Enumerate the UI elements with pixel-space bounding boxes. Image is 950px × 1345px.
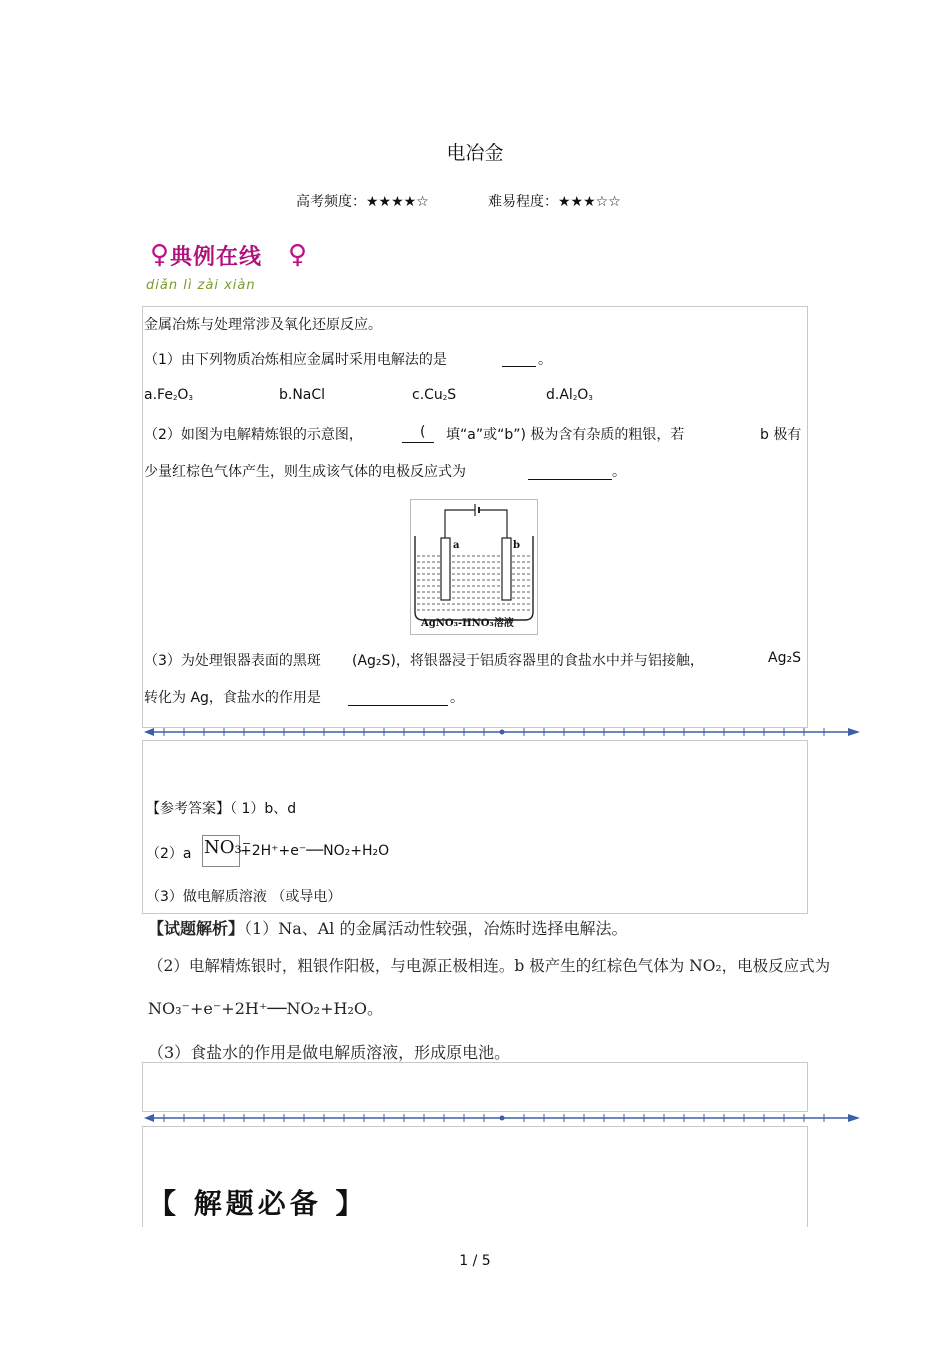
question-3-c: Ag₂S bbox=[768, 650, 801, 666]
logo-title: 典例在线 bbox=[170, 245, 263, 270]
option-a-text: a.Fe bbox=[144, 387, 173, 403]
electrode-b-label: b bbox=[513, 540, 520, 551]
option-c-text: c.Cu bbox=[412, 387, 443, 403]
explanation-text-1: （1）Na、Al 的金属活动性较强，冶炼时选择电解法。 bbox=[244, 919, 628, 938]
answer-2-rest: +2H⁺+e⁻──NO₂+H₂O bbox=[240, 843, 390, 859]
option-d-tail: O bbox=[577, 387, 589, 403]
answer-blank-3[interactable] bbox=[528, 465, 612, 484]
option-c-tail: S bbox=[447, 387, 457, 403]
subscript: 3 bbox=[588, 394, 593, 402]
question-1 bbox=[144, 349, 447, 369]
electrode-a-label: a bbox=[453, 540, 460, 551]
difficulty-label: 难易程度： bbox=[488, 194, 558, 210]
question-3-end: 。 bbox=[450, 690, 464, 706]
question-1-text: （1）由下列物质冶炼相应金属时采用电解法的是 bbox=[144, 352, 447, 368]
example-online-logo bbox=[146, 238, 314, 296]
subscript: 2 bbox=[172, 394, 178, 402]
question-2-line2: 少量红棕色气体产生，则生成该气体的电极反应式为 bbox=[144, 464, 466, 480]
frequency-rating bbox=[296, 191, 429, 211]
explanation-label: 【试题解析】 bbox=[148, 919, 245, 938]
option-d bbox=[546, 387, 593, 403]
nitrate-formula-box bbox=[202, 835, 252, 867]
answer-blank-4[interactable] bbox=[348, 691, 448, 710]
solving-essentials-heading: 【 解题必备 】 bbox=[148, 1187, 368, 1220]
subscript: 3 bbox=[188, 394, 193, 402]
question-2-a: （2）如图为电解精炼银的示意图， bbox=[144, 427, 363, 443]
answer-label: 【参考答案】（ 1）b、d bbox=[146, 801, 297, 817]
page-title: 电冶金 bbox=[446, 142, 504, 164]
answer-blank-2[interactable] bbox=[402, 428, 434, 447]
explanation-line-3: NO₃⁻+e⁻+2H⁺──NO₂+H₂O。 bbox=[148, 999, 383, 1018]
option-c bbox=[412, 387, 456, 403]
question-3-b: (Ag₂S)，将银器浸于铝质容器里的食盐水中并与铝接触， bbox=[352, 653, 704, 669]
frequency-stars: ★★★★☆ bbox=[366, 194, 429, 210]
question-3-line2: 转化为 Ag，食盐水的作用是 bbox=[144, 690, 321, 706]
explanation-line-4: （3）食盐水的作用是做电解质溶液，形成原电池。 bbox=[148, 1043, 511, 1062]
answer-2-prefix: （2）a bbox=[146, 846, 192, 862]
answer-3: （3）做电解质溶液 （或导电） bbox=[146, 889, 342, 905]
option-a bbox=[144, 387, 193, 403]
option-a-tail: O bbox=[177, 387, 189, 403]
question-3-a: （3）为处理银器表面的黑斑 bbox=[144, 653, 321, 669]
question-2-c: 填“a”或“b”) 极为含有杂质的粗银，若 bbox=[446, 427, 685, 443]
ruler-divider bbox=[144, 724, 860, 740]
difficulty-stars: ★★★☆☆ bbox=[558, 194, 621, 210]
explanation-line-2: （2）电解精炼银时，粗银作阳极，与电源正极相连。b 极产生的红棕色气体为 NO₂，电极反应式为 bbox=[148, 957, 831, 975]
option-d-text: d.Al bbox=[546, 387, 573, 403]
ruler-divider-2 bbox=[144, 1110, 860, 1126]
logo-pinyin: diǎn lì zài xiàn bbox=[146, 278, 256, 293]
question-2-paren: ( bbox=[420, 424, 426, 440]
explanation-line-1 bbox=[148, 916, 628, 939]
vine-icon: ♀ bbox=[150, 240, 170, 270]
frequency-label: 高考频度： bbox=[296, 194, 366, 210]
figure-caption: AgNO₃-HNO₃溶液 bbox=[421, 618, 514, 629]
subscript: 2 bbox=[442, 394, 448, 402]
question-1-end: 。 bbox=[538, 352, 552, 368]
vine-icon-right: ♀ bbox=[288, 240, 308, 270]
nitrate-formula: NO₃⁻ bbox=[204, 837, 252, 858]
question-2-d: b 极有 bbox=[760, 427, 802, 443]
explanation-frame bbox=[142, 1062, 808, 1112]
question-2-end: 。 bbox=[612, 464, 626, 480]
difficulty-rating bbox=[488, 191, 621, 211]
answer-blank-1[interactable] bbox=[502, 352, 536, 371]
question-intro: 金属冶炼与处理常涉及氧化还原反应。 bbox=[144, 317, 382, 333]
electrolysis-figure bbox=[410, 499, 538, 635]
subscript: 2 bbox=[572, 394, 578, 402]
option-b: b.NaCl bbox=[279, 387, 326, 403]
page-number: 1 / 5 bbox=[459, 1253, 491, 1269]
